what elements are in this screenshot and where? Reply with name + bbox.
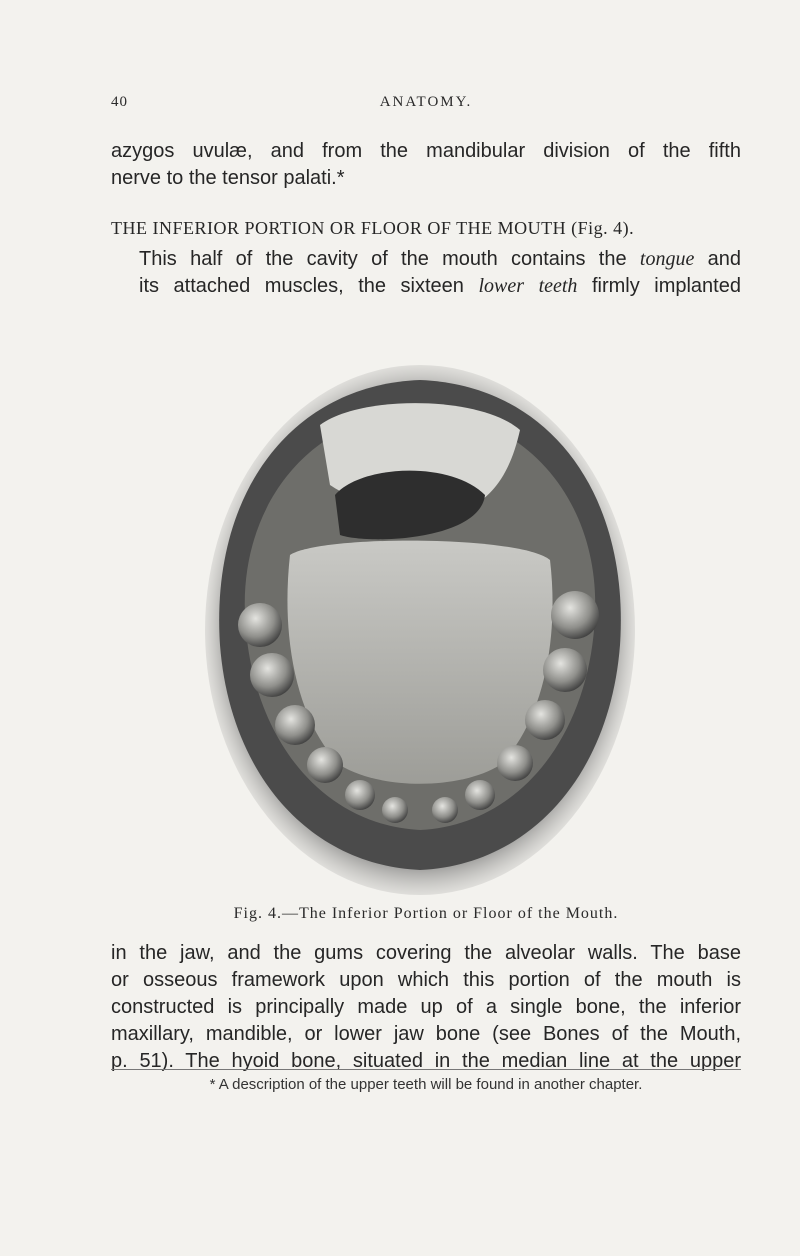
text-line (111, 246, 741, 273)
footnote-rule (111, 1069, 741, 1070)
figure-label: Fig. 4. (233, 905, 282, 922)
incisor-icon (432, 797, 458, 823)
paragraph-bottom (111, 940, 741, 1075)
molar-icon (543, 648, 587, 692)
page-number: 40 (111, 94, 128, 110)
footnote: * A description of the upper teeth will be found in another chapter. (209, 1076, 643, 1093)
text-line: in the jaw, and the gums covering the alveolar walls. The base (111, 942, 741, 964)
text-line: p. 51). The hyoid bone, situated in the median line at the upper (111, 1050, 741, 1072)
text-line: azygos uvulæ, and from the mandibular division of the fifth (111, 140, 741, 162)
text-line (111, 273, 741, 300)
text-fragment: its attached muscles, the sixteen (139, 275, 464, 297)
text-fragment: and (707, 248, 741, 270)
lower-jaw-illustration (200, 345, 640, 905)
term-tongue: tongue (639, 248, 695, 270)
term-teeth: teeth (538, 275, 578, 297)
premolar-icon (525, 700, 565, 740)
term-lower: lower (478, 275, 525, 297)
premolar-icon (307, 747, 343, 783)
figure-lower-jaw (200, 345, 640, 905)
paragraph-intro (111, 246, 741, 300)
figure-caption-text: —The Inferior Portion or Floor of the Mouth. (281, 905, 619, 922)
incisor-icon (382, 797, 408, 823)
figure-caption (111, 905, 741, 923)
premolar-icon (497, 745, 533, 781)
canine-icon (345, 780, 375, 810)
molar-icon (551, 591, 599, 639)
text-line: or osseous framework upon which this portion of the mouth is (111, 969, 741, 991)
running-head (111, 94, 741, 114)
section-heading: THE INFERIOR PORTION OR FLOOR OF THE MOUTH (Fig. 4). (111, 218, 635, 238)
text-line: nerve to the tensor palati.* (111, 167, 345, 189)
premolar-icon (275, 705, 315, 745)
running-title: ANATOMY. (379, 94, 473, 110)
text-fragment: firmly implanted (591, 275, 741, 297)
text-fragment: This half of the cavity of the mouth contains the (139, 248, 627, 270)
paragraph-top (111, 138, 741, 192)
text-line: constructed is principally made up of a single bone, the inferior (111, 996, 741, 1018)
canine-icon (465, 780, 495, 810)
molar-icon (250, 653, 294, 697)
text-line: maxillary, mandible, or lower jaw bone (see Bones of the Mouth, (111, 1023, 741, 1045)
molar-icon (238, 603, 282, 647)
